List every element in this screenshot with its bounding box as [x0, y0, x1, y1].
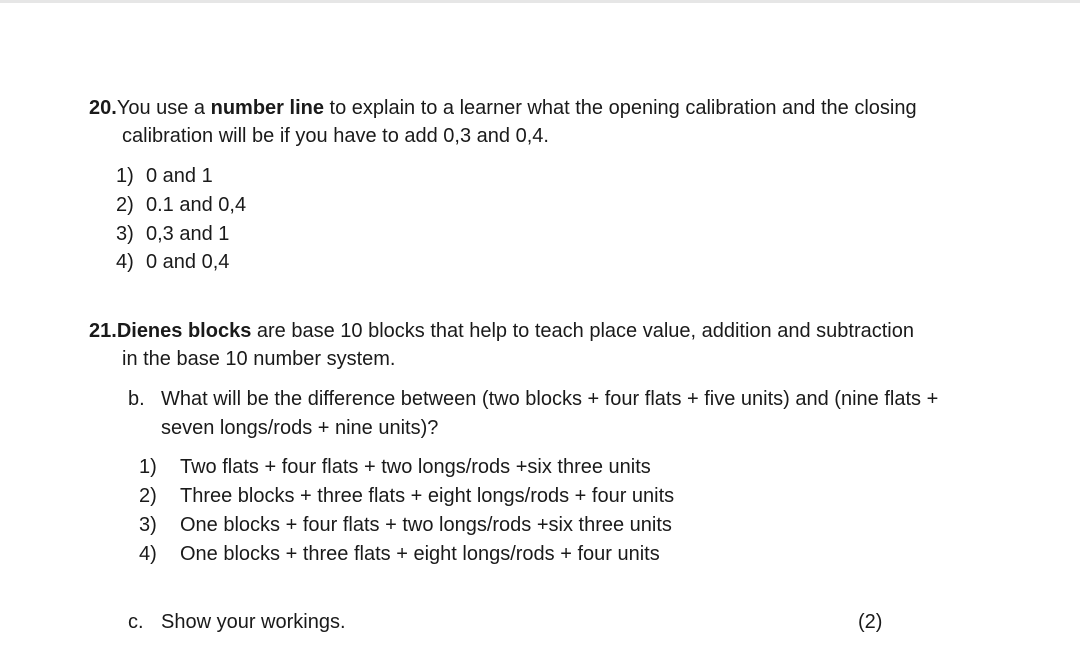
option-text: One blocks + three flats + eight longs/rods + four units: [180, 543, 660, 565]
question-20-bold-term: number line: [210, 97, 324, 119]
option-text: Two flats + four flats + two longs/rods +six three units: [180, 456, 651, 478]
question-21-number: 21.: [89, 320, 117, 342]
part-b-text: What will be the difference between (two blocks + four flats + five units) and (nine flats +: [161, 388, 939, 410]
question-21-option-2: [139, 484, 674, 508]
question-21-option-4: [139, 542, 660, 566]
option-text: 0,3 and 1: [146, 223, 230, 245]
option-text: One blocks + four flats + two longs/rods +six three units: [180, 514, 672, 536]
question-21-part-b-line-2: seven longs/rods + nine units)?: [161, 417, 439, 439]
question-20-text-a: You use a: [116, 97, 211, 119]
option-number: 3): [139, 514, 157, 536]
question-20-line-1: [89, 96, 917, 120]
part-c-text: Show your workings.: [161, 611, 346, 633]
option-number: 4): [116, 251, 134, 273]
question-21-line-1: [89, 319, 914, 343]
question-21-part-b-line-1: [128, 387, 938, 411]
question-21-option-1: [139, 455, 651, 479]
question-21-text-a: are base 10 blocks that help to teach place value, addition and subtraction: [251, 320, 914, 342]
option-text: 0.1 and 0,4: [146, 194, 247, 216]
question-21-option-3: [139, 513, 672, 537]
option-number: 3): [116, 223, 134, 245]
part-c-label: c.: [128, 611, 144, 633]
question-20-option-3: [116, 222, 229, 246]
option-number: 2): [139, 485, 157, 507]
question-20-line-2: calibration will be if you have to add 0,3 and 0,4.: [122, 125, 549, 147]
question-20-number: 20.: [89, 97, 117, 119]
option-number: 1): [116, 165, 134, 187]
question-20-text-b: to explain to a learner what the opening calibration and the closing: [323, 97, 917, 119]
question-21-part-c: [128, 610, 346, 634]
part-b-label: b.: [128, 388, 145, 410]
question-21-bold-term: Dienes blocks: [116, 320, 252, 342]
question-21-line-2: in the base 10 number system.: [122, 348, 396, 370]
option-text: Three blocks + three flats + eight longs/rods + four units: [180, 485, 675, 507]
option-text: 0 and 0,4: [146, 251, 230, 273]
question-20-option-4: [116, 250, 229, 274]
part-c-marks: (2): [858, 611, 883, 633]
option-number: 1): [139, 456, 157, 478]
option-number: 4): [139, 543, 157, 565]
top-divider: [0, 0, 1080, 3]
option-number: 2): [116, 194, 134, 216]
question-20-option-2: [116, 193, 246, 217]
option-text: 0 and 1: [146, 165, 213, 187]
question-20-option-1: [116, 164, 213, 188]
